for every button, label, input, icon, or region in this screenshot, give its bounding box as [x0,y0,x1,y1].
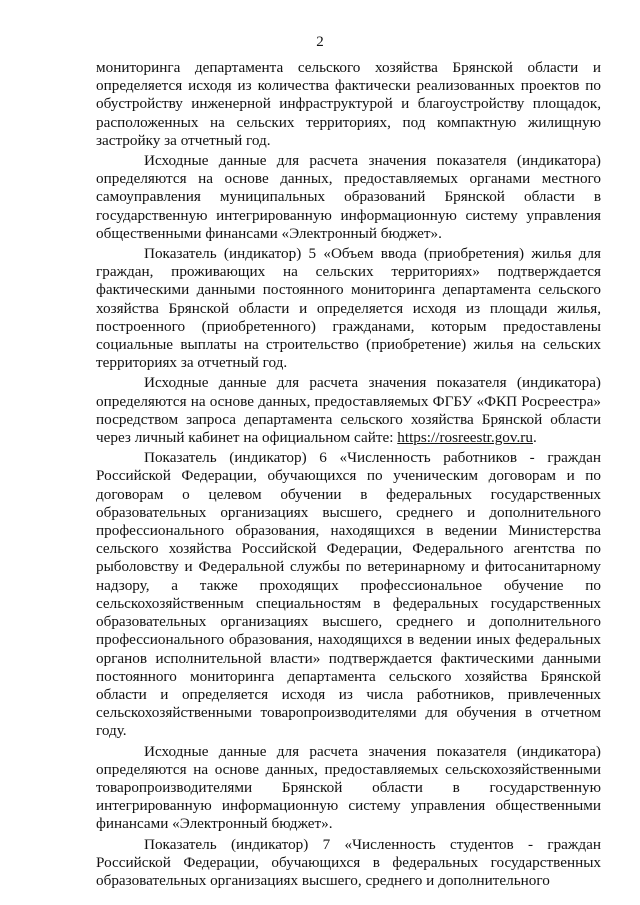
paragraph-source-data-2 [96,374,601,447]
paragraph-text: Исходные данные для расчета значения показателя (индикатора) определяются на основе данных, предоставляемых ФГБУ «ФКП Росреестра» посредством запроса департамента сельского хозяйства Брянской области через личный кабинет на официальном сайте: [96,374,601,447]
paragraph-indicator-7: Показатель (индикатор) 7 «Численность студентов - граждан Российской Федерации, обучающихся в федеральных государственных образовательных организациях высшего, среднего и дополнительного [96,835,601,889]
paragraph-indicator-5: Показатель (индикатор) 5 «Объем ввода (приобретения) жилья для граждан, проживающих на сельских территориях» подтверждается фактическими данными постоянного мониторинга департамента сельского хозяйства Брянской области и определяется исходя из площади жилья, построенного (приобретенного) гражданами, которым предоставлены социальные выплаты на строительство (приобретение) жилья на сельских территориях за отчетный год. [96,245,601,372]
paragraph-continuation: мониторинга департамента сельского хозяйства Брянской области и определяется исходя из количества фактически реализованных проектов по обустройству инженерной инфраструктурой и благоустройству площадок, расположенных на сельских территориях, под компактную жилищную застройку за отчетный год. [96,59,601,149]
paragraph-source-data-3: Исходные данные для расчета значения показателя (индикатора) определяются на основе данных, предоставляемых сельскохозяйственными товаропроизводителями Брянской области в государственную интегрированную информационную систему управления общественными финансами «Электронный бюджет». [96,742,601,833]
rosreestr-link[interactable]: https://rosreestr.gov.ru [397,429,533,447]
paragraph-source-data-1: Исходные данные для расчета значения показателя (индикатора) определяются на основе данных, предоставляемых органами местного самоуправления муниципальных образований Брянской области в государственную интегрированную информационную систему управления общественными финансами «Электронный бюджет». [96,152,601,242]
document-body [96,59,601,890]
paragraph-indicator-6: Показатель (индикатор) 6 «Численность работников - граждан Российской Федерации, обучающихся по ученическим договорам и по договорам о целевом обучении в федеральных государственных образовательных организациях высшего, среднего и дополнительного профессионального образования, находящихся в ведении Министерства сельского хозяйства Российской Федерации, Федерального агентства по рыболовству и Федеральной службы по ветеринарному и фитосанитарному надзору, а также проходящих профессиональное обучение по сельскохозяйственным специальностям в федеральных государственных образовательных организациях высшего, среднего и дополнительного профессионального образования, находящихся в ведении иных федеральных органов исполнительной власти» подтверждается фактическими данными постоянного мониторинга департамента сельского хозяйства Брянской области и определяется исходя из числа работников, привлеченных сельскохозяйственными товаропроизводителями для обучения в отчетном году. [96,449,601,740]
paragraph-text-end: . [532,429,537,447]
page-number: 2 [316,34,324,50]
